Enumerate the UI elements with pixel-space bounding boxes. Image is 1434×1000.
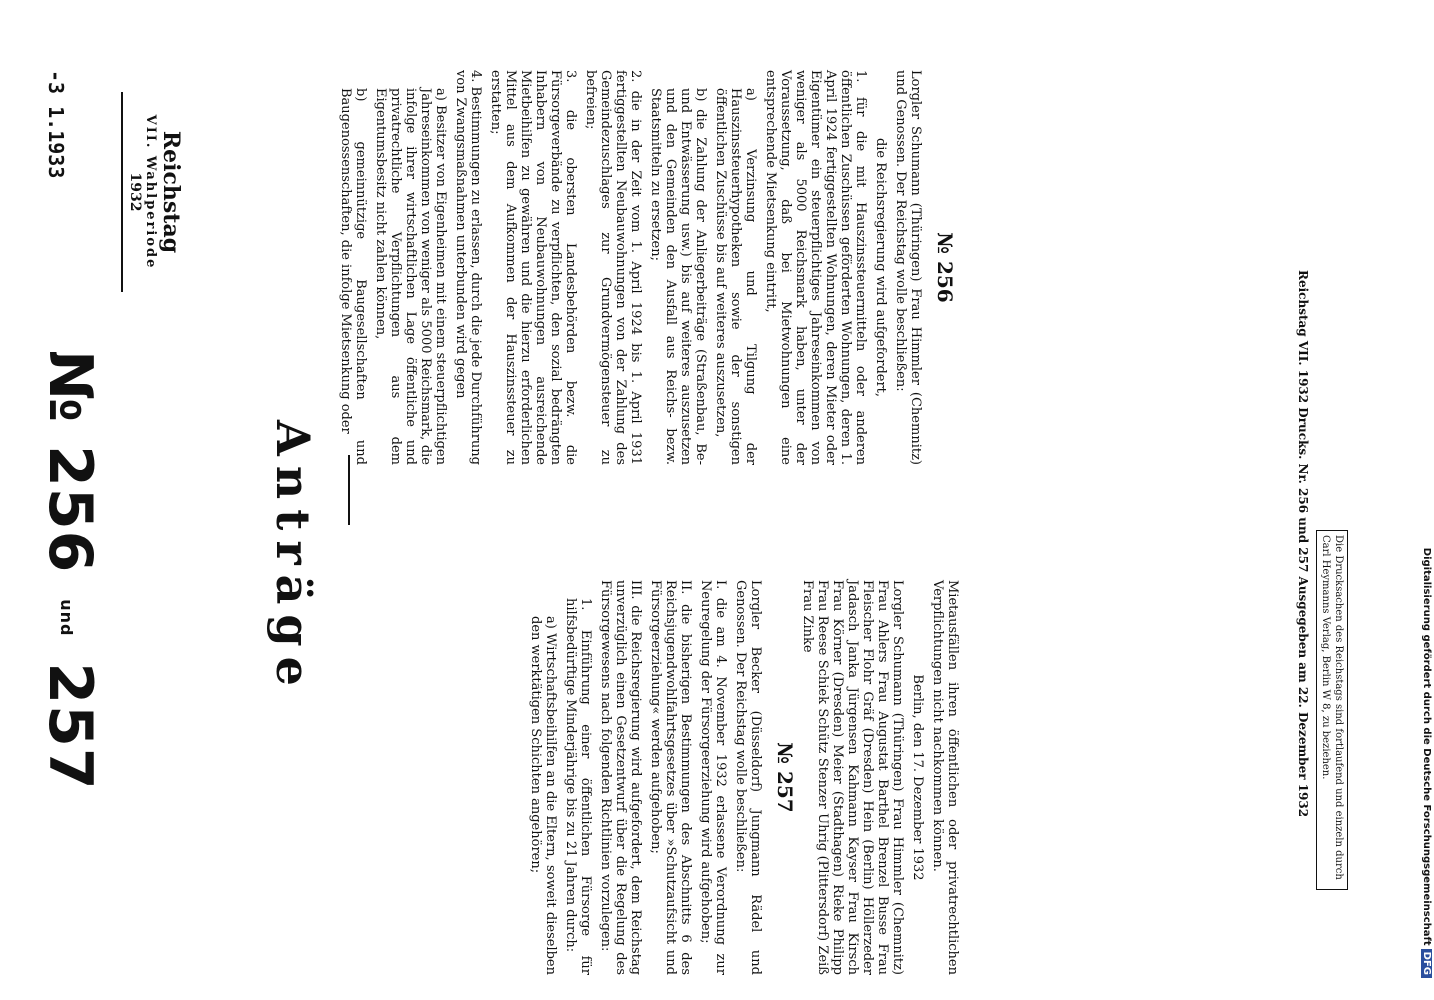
antrag-256-item-3: 3. die obersten Landesbehörden bezw. die Fürsorgeverbände zu verpflichten, den sozial bedrängten Inhabern von Neubauwohnungen ausreichende Mietbeihilfen zu gewähren und die hierzu erforderlichen Mittel aus dem Aufkommen der Hauszinssteuer zu erstatten; <box>488 70 578 465</box>
antrag-256-item-2: 2. die in der Zeit vom 1. April 1924 bis 1. April 1931 fertiggestellten Neubauwohnungen von der Zahlung des Gemeindezuschlages zur Grundvermögensteuer zu befreien; <box>583 70 643 465</box>
antrag-256-item-4a: a) Besitzer von Eigenheimen mit einem steuerpflichtigen Jahreseinkommen von weniger als 5000 Reichsmark, die infolge ihrer wirtschaftlichen Lage öffentliche und privatrechtliche Verpflichtungen aus dem Eigentumsbesitz nicht zahlen können, <box>373 88 448 465</box>
antrag-257-item-III-1: 1. Einführung einer öffentlichen Fürsorge für hilfsbedürftige Minderjährige bis zu 21 Jahren durch: <box>563 598 593 975</box>
column-antrag-256 <box>333 70 960 465</box>
antrag-256-heading: № 256 <box>933 232 957 303</box>
masthead-period: VII. Wahlperiode <box>143 114 158 270</box>
antrag-257-item-I: I. die am 4. November 1932 erlassene Verordnung zur Neuregelung der Fürsorgeerziehung wird aufgehoben; <box>698 580 728 975</box>
document-number <box>35 350 105 791</box>
antrag-257-item-II: II. die bisherigen Bestimmungen des Abschnitts 6 des Reichsjugendwohlfahrtsgesetzes über »Schutzaufsicht und Fürsorgeerziehung« werden aufgehoben; <box>648 580 693 975</box>
footer-box-area <box>1312 530 1348 900</box>
antrag-256-lead: die Reichsregierung wird aufgefordert, <box>873 137 888 398</box>
antrag-257-item-III-1a: a) Wirtschaftsbeihilfen an die Eltern, soweit dieselben den werktätigen Schichten angehören; <box>528 616 558 975</box>
column-antrag-257 <box>523 580 960 975</box>
side-note: Digitalisierung gefördert durch die Deutsche Forschungsgemeinschaft <box>1421 547 1432 946</box>
masthead-year: 1932 <box>127 172 143 212</box>
signatories: Lorgler Schumann (Thüringen) Frau Himmler (Chemnitz) Frau Ahlers Frau Augustat Barthel Brenzel Busse Frau Fleischer Flohr Gräf (Dresden) Hein (Berlin) Höllerzeder Jadasch Janka Jürgensen Kahmann Kayser Frau Kirsch Frau Körner (Dresden) Meier (Stadthagen) Rieke Philipp Frau Reese Schiek Schütz Stenzer Uhrig (Plittersdorf) Zeiß Frau Zinke <box>800 580 905 975</box>
footer-area <box>1290 270 1310 960</box>
doc-number-first: № 256 <box>35 350 105 574</box>
doc-number-second: 257 <box>35 662 105 791</box>
antrag-257-heading: № 257 <box>773 742 797 813</box>
footer-box: Die Drucksachen des Reichstags sind fortlaufend und einzeln durch Carl Heymanns Verlag, Berlin W 8, zu beziehen. <box>1316 530 1348 890</box>
antrag-256-item-1a: a) Verzinsung und Tilgung der Hauszinssteuerhypotheken sowie der sonstigen öffentlichen Zuschüsse bis auf weiteres auszusetzen, <box>713 88 758 465</box>
footer-line: Reichstag VII. 1932 Drucks. Nr. 256 und 257 Ausgegeben am 22. Dezember 1932 <box>1296 270 1310 818</box>
doc-number-and: und <box>57 599 77 637</box>
title-divider <box>348 455 350 525</box>
dfg-logo: DFG <box>1421 949 1432 978</box>
antrag-256-item-1: 1. für die mit Hauszinssteuermitteln oder anderen öffentlichen Zuschüssen geförderten Wohnungen, deren 1. April 1924 fertiggestellten Wohnungen, deren Mieter oder Eigentümer ein steuerpflichtiges Jahreseinkommen von weniger als 5000 Reichsmark haben, unter der Voraussetzung, daß bei Mietwohnungen eine entsprechende Mietsenkung eintritt, <box>763 70 868 465</box>
antrag-256-intro: Lorgler Schumann (Thüringen) Frau Himmler (Chemnitz) und Genossen. Der Reichstag wolle beschließen: <box>893 70 923 465</box>
masthead <box>121 92 184 292</box>
antrag-257-item-III: III. die Reichsregierung wird aufgefordert, dem Reichstag unverzüglich einen Gesetzentwurf über die Regelung des Fürsorgewesens nach folgenden Richtlinien vorzulegen: <box>598 580 643 975</box>
side-note-area <box>1418 8 1434 983</box>
antrag-256-item-4b: b) gemeinnützige Baugesellschaften und Baugenossenschaften, die infolge Mietsenkung oder <box>338 88 368 465</box>
continuation-text: Mietausfällen ihren öffentlichen oder privatrechtlichen Verpflichtungen nicht nachkommen können. <box>930 580 960 975</box>
antrag-256-item-1b: b) die Zahlung der Anliegerbeiträge (Straßenbau, Be- und Entwässerung usw.) bis auf weiteres auszusetzen und den Gemeinden den Ausfall aus Reichs- bezw. Staatsmitteln zu ersetzen; <box>648 88 708 465</box>
antrag-257-intro: Lorgler Becker (Düsseldorf) Jungmann Rädel und Genossen. Der Reichstag wolle beschließen: <box>733 580 763 975</box>
date-line: Berlin, den 17. Dezember 1932 <box>910 674 925 881</box>
antrag-256-item-4: 4. Bestimmungen zu erlassen, durch die jede Durchführung von Zwangsmaßnahmen unterbunden wird gegen <box>453 70 483 465</box>
date-stamp: -3 1.1933 <box>44 70 68 179</box>
page-title: Anträge <box>266 420 320 696</box>
masthead-title: Reichstag <box>158 130 184 254</box>
